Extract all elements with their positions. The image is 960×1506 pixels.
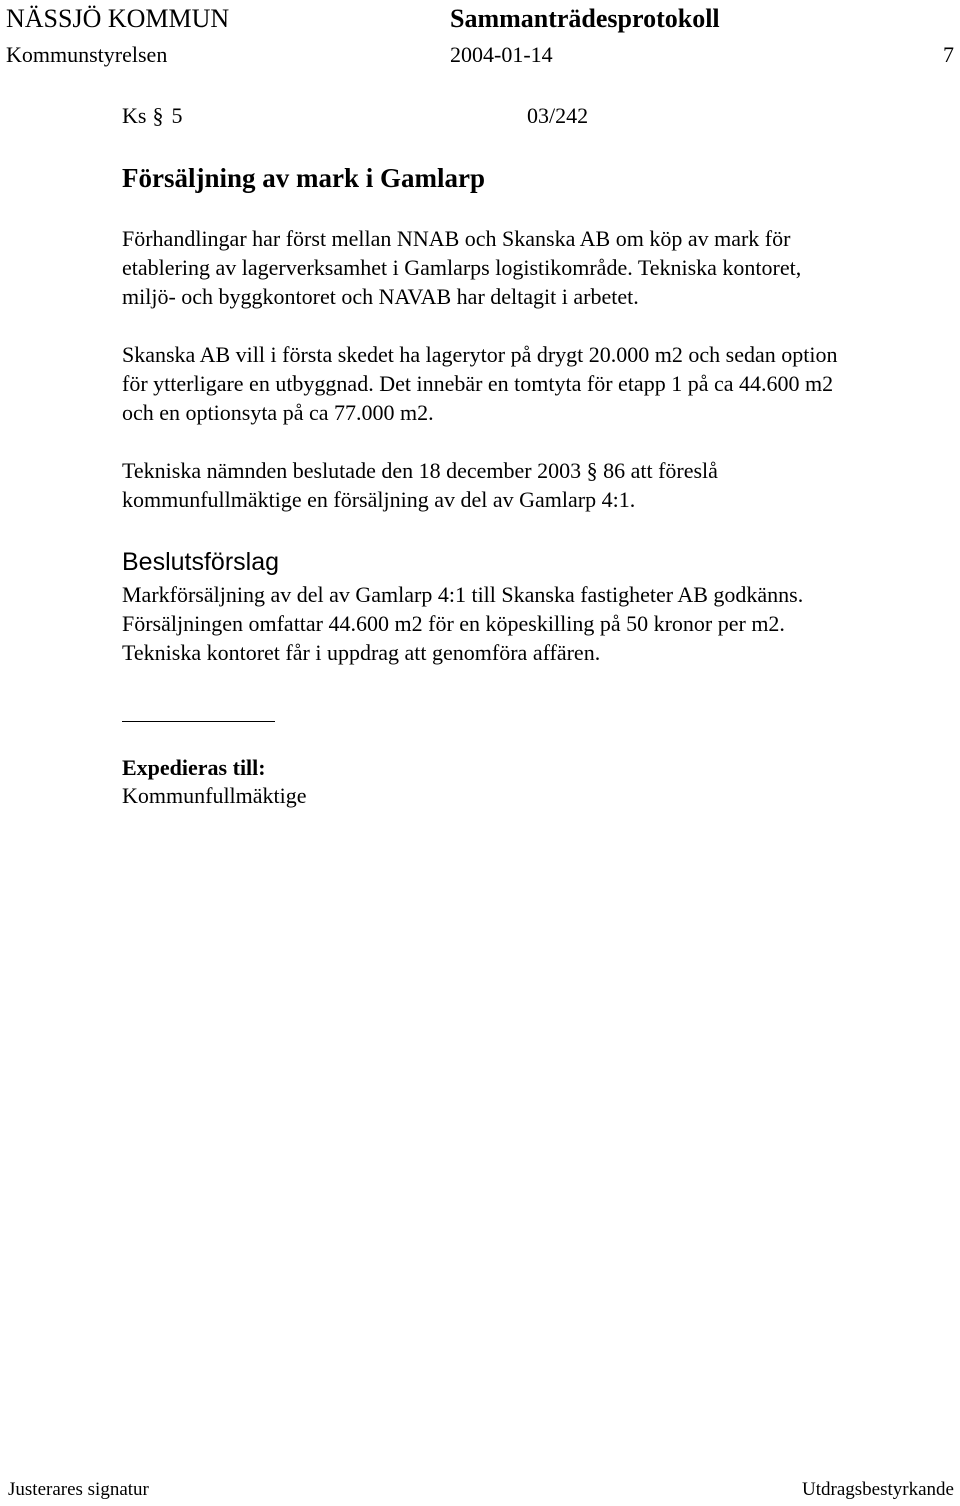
text-line: Tekniska kontoret får i uppdrag att genomföra affären.: [122, 640, 601, 665]
document-type: Sammanträdesprotokoll: [450, 4, 720, 33]
proposal-heading: Beslutsförslag: [122, 548, 280, 576]
text-line: och en optionsyta på ca 77.000 m2.: [122, 400, 434, 425]
text-line: för ytterligare en utbyggnad. Det innebär en tomtyta för etapp 1 på ca 44.600 m2: [122, 371, 834, 396]
case-reference: 03/242: [527, 103, 589, 128]
paragraph-3: [122, 456, 952, 514]
footer-signature-label: Justerares signatur: [8, 1479, 149, 1500]
text-line: etablering av lagerverksamhet i Gamlarps logistikområde. Tekniska kontoret,: [122, 255, 802, 280]
proposal-text: [122, 580, 952, 667]
text-line: Förhandlingar har först mellan NNAB och Skanska AB om köp av mark för: [122, 226, 791, 251]
board-name: Kommunstyrelsen: [6, 42, 168, 67]
text-line: Skanska AB vill i första skedet ha lagerytor på drygt 20.000 m2 och sedan option: [122, 342, 838, 367]
text-line: Tekniska nämnden beslutade den 18 december 2003 § 86 att föreslå: [122, 458, 718, 483]
paragraph-id: [122, 103, 182, 129]
text-line: miljö- och byggkontoret och NAVAB har deltagit i arbetet.: [122, 284, 639, 309]
dispatch-label: Expedieras till:: [122, 755, 266, 780]
separator-line: [122, 721, 275, 722]
organization-name: NÄSSJÖ KOMMUN: [6, 4, 230, 33]
paragraph-number: 5: [171, 103, 183, 128]
case-title: Försäljning av mark i Gamlarp: [122, 163, 485, 193]
paragraph-1: [122, 224, 952, 311]
page-number: 7: [943, 42, 954, 67]
text-line: Försäljningen omfattar 44.600 m2 för en köpeskilling på 50 kronor per m2.: [122, 611, 785, 636]
meeting-date: 2004-01-14: [450, 42, 553, 67]
dispatch-recipient: Kommunfullmäktige: [122, 783, 307, 808]
text-line: Markförsäljning av del av Gamlarp 4:1 till Skanska fastigheter AB godkänns.: [122, 582, 804, 607]
footer-certification-label: Utdragsbestyrkande: [802, 1479, 954, 1500]
text-line: kommunfullmäktige en försäljning av del av Gamlarp 4:1.: [122, 487, 636, 512]
paragraph-2: [122, 340, 952, 427]
paragraph-symbol: §: [152, 103, 164, 128]
paragraph-prefix: Ks: [122, 103, 147, 128]
